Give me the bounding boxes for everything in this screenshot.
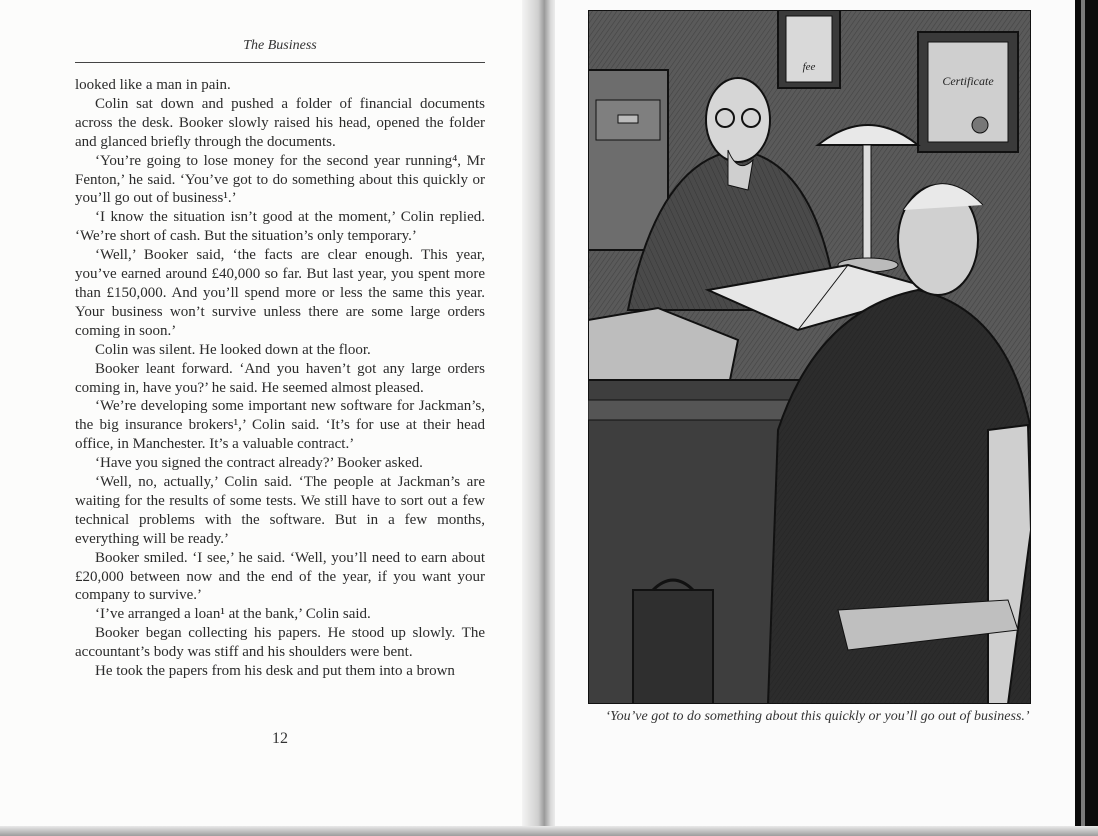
paragraph: Booker began collecting his papers. He stood up slowly. The accountant’s body was stiff and his shoulders were bent.	[75, 625, 485, 661]
paragraph: Booker smiled. ‘I see,’ he said. ‘Well, you’ll need to earn about £20,000 between now and the end of the year, if you want your company to survive.’	[75, 549, 485, 604]
page-bottom-edge	[0, 826, 1098, 836]
paragraph: ‘Have you signed the contract already?’ Booker asked.	[95, 455, 423, 472]
wall-certificate-right	[918, 32, 1018, 152]
paragraph: Colin sat down and pushed a folder of financial documents across the desk. Booker slowly raised his head, opened the folder and glanced briefly through the documents.	[75, 95, 485, 150]
paragraph: ‘Well,’ Booker said, ‘the facts are clear enough. This year, you’ve earned around £40,000 so far. But last year, you spent more than £150,000. And you’ll spend more or less the same this year. Your business won’t survive unless there are some large orders coming in soon.’	[75, 247, 485, 339]
certificate-right-text: Certificate	[942, 74, 994, 88]
office-illustration	[588, 10, 1031, 704]
header-rule	[75, 62, 485, 63]
wall-certificate-left	[778, 10, 840, 88]
book-gutter	[522, 0, 558, 836]
paragraph: ‘You’re going to lose money for the second year running⁴, Mr Fenton,’ he said. ‘You’ve got to do something about this quickly or you’ll go out of business¹.’	[75, 152, 485, 207]
left-page	[0, 0, 540, 830]
paragraph: Booker leant forward. ‘And you haven’t got any large orders coming in, have you?’ he said. He seemed almost pleased.	[75, 360, 485, 396]
page-number: 12	[272, 730, 288, 747]
paragraph: Colin was silent. He looked down at the floor.	[95, 341, 371, 358]
certificate-left-text: fee	[802, 61, 816, 73]
illustration-caption: ‘You’ve got to do something about this quickly or you’ll go out of business.’	[605, 709, 1030, 724]
paragraph: looked like a man in pain.	[75, 77, 231, 93]
paragraph: ‘I know the situation isn’t good at the moment,’ Colin replied. ‘We’re short of cash. But the situation’s only temporary.’	[75, 209, 485, 245]
book-edge	[1075, 0, 1098, 836]
paragraph: ‘We’re developing some important new software for Jackman’s, the big insurance brokers¹,’ Colin said. ‘It’s for use at their head office, in Manchester. It’s a valuable contract.’	[75, 398, 485, 453]
running-head: The Business	[243, 38, 317, 53]
paragraph: ‘Well, no, actually,’ Colin said. ‘The people at Jackman’s are waiting for the results of some tests. We still have to sort out a few technical problems with the software. But in a few months, everything will be ready.’	[75, 474, 485, 547]
paragraph: ‘I’ve arranged a loan¹ at the bank,’ Colin said.	[95, 606, 371, 623]
paragraph: He took the papers from his desk and put them into a brown	[95, 663, 455, 680]
briefcase	[633, 580, 713, 704]
body-text	[75, 76, 485, 681]
